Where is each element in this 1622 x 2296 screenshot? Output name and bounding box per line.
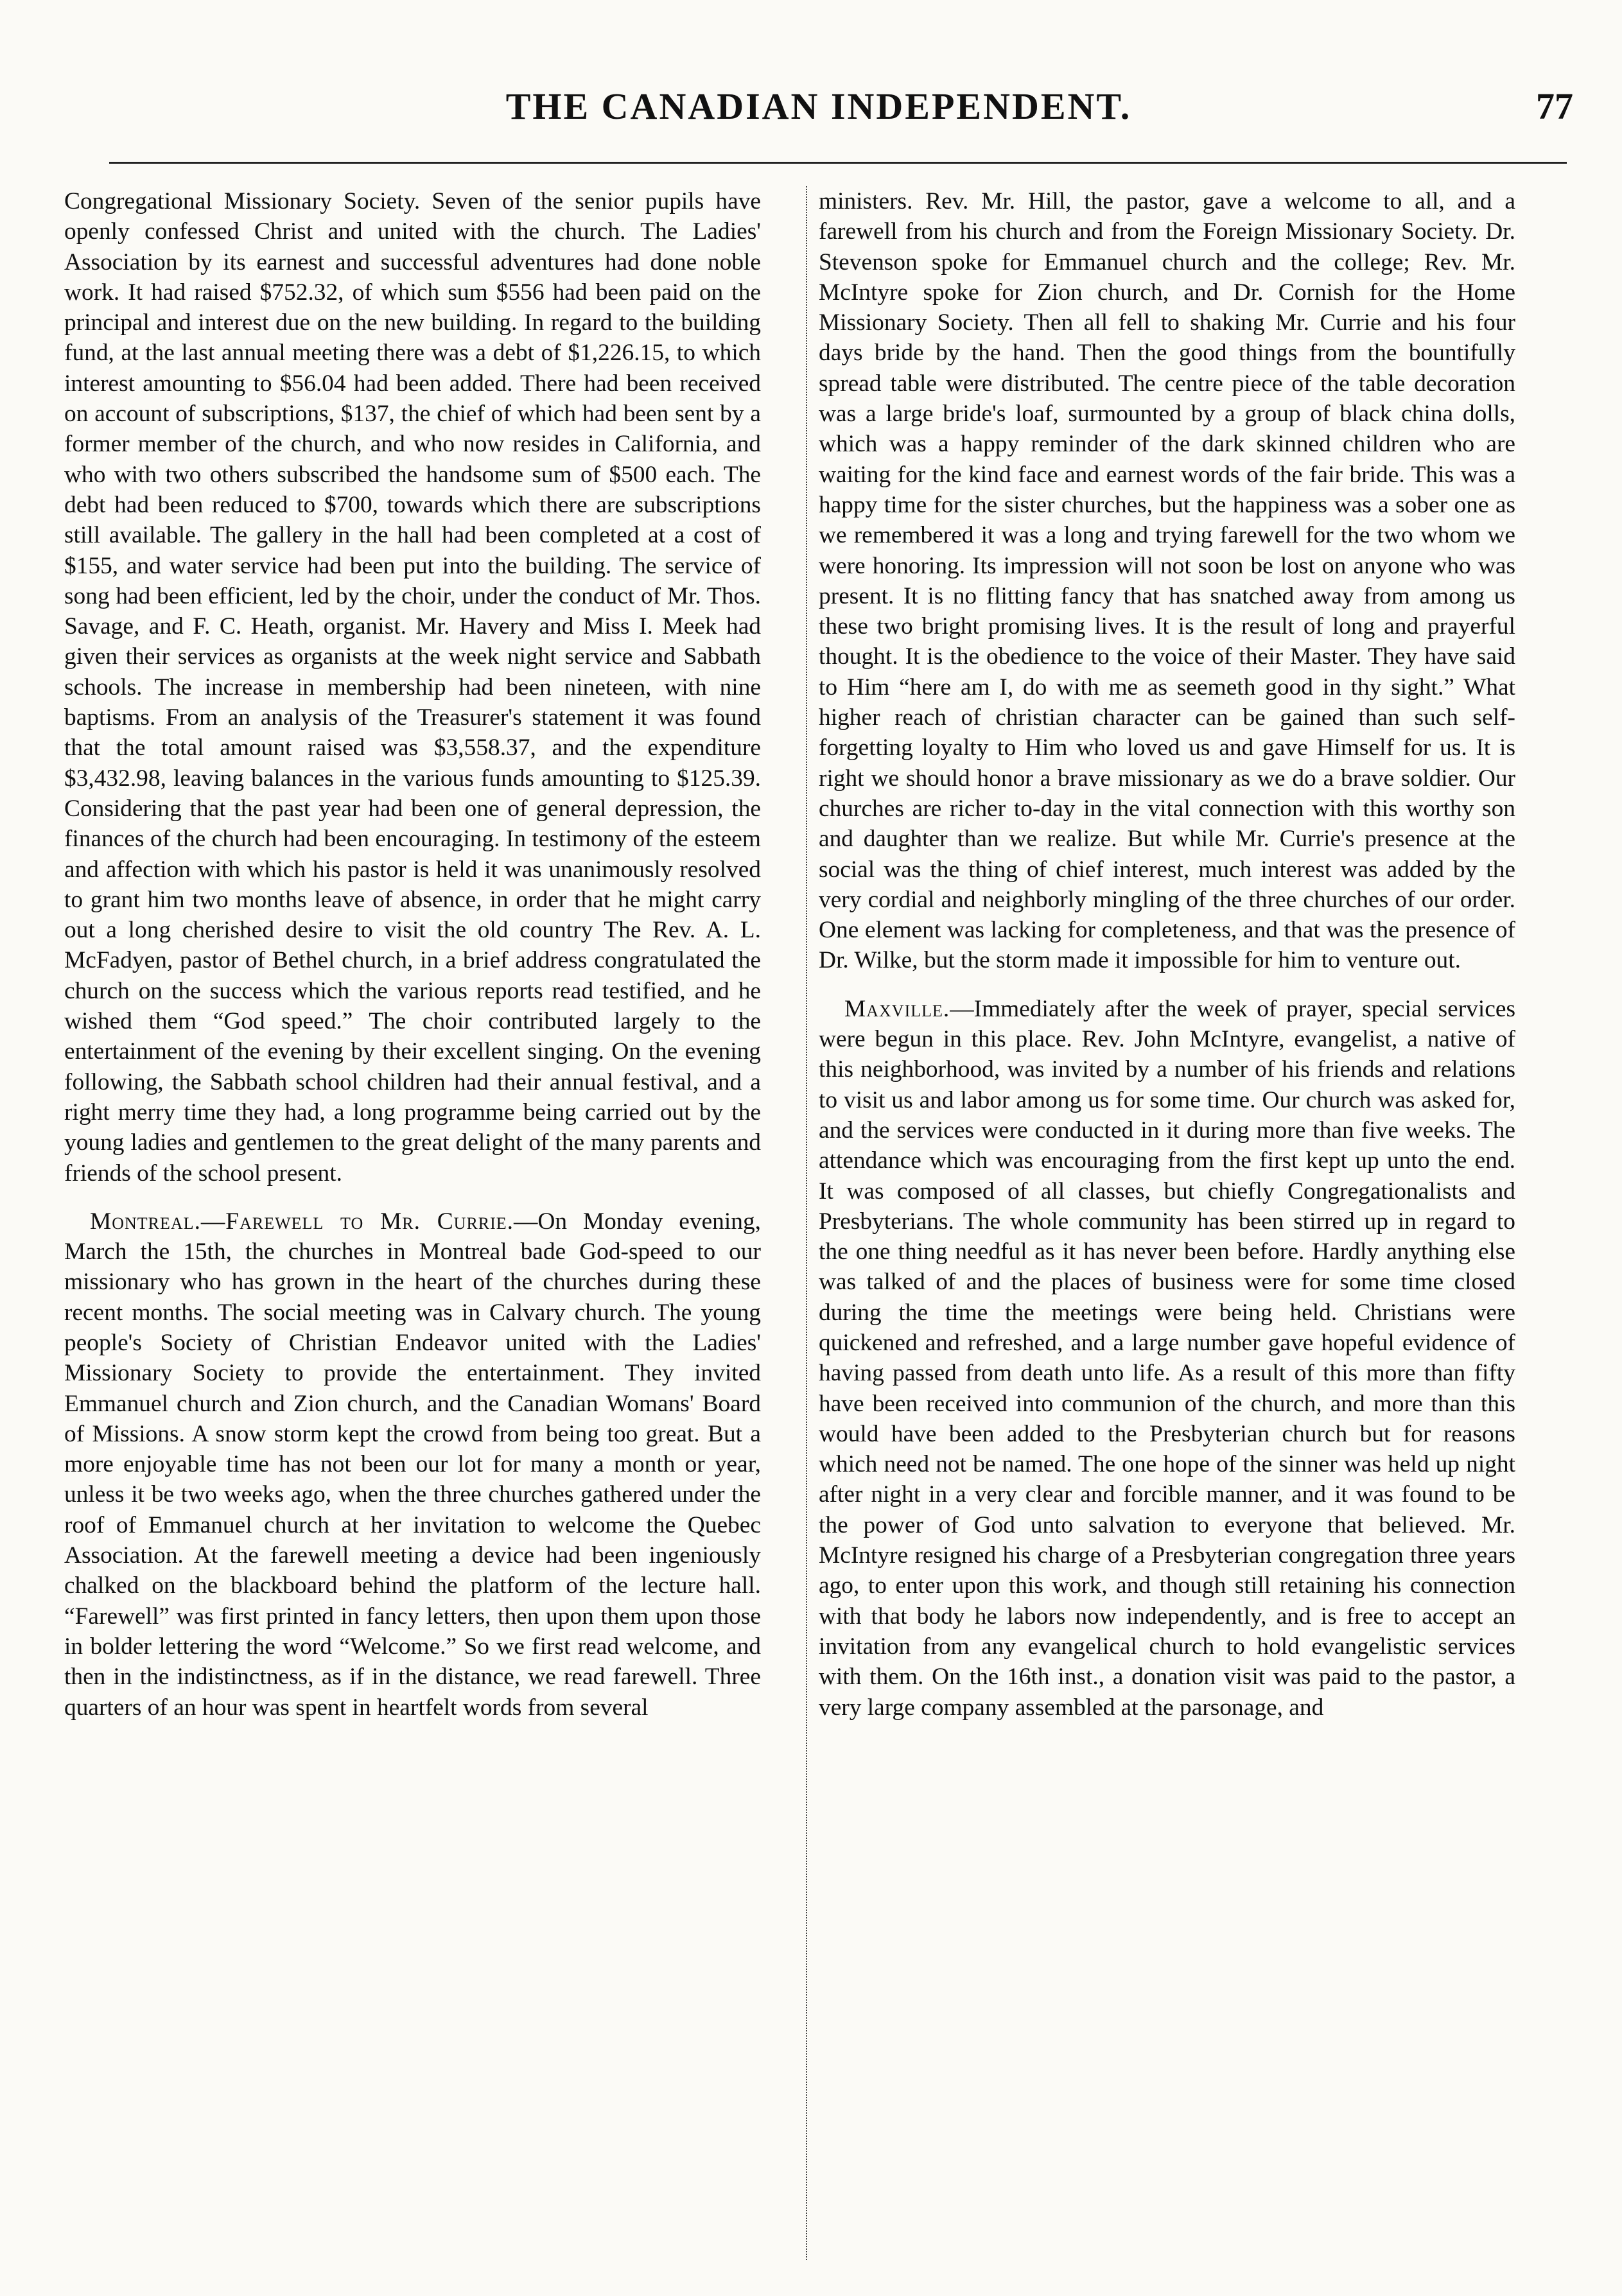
header-rule <box>109 162 1567 164</box>
paragraph-farewell-continued: ministers. Rev. Mr. Hill, the pastor, gave a welcome to all, and a farewell from his church and from the Foreign Missionary Society. Dr. Stevenson spoke for Emmanuel church and the college; Rev. Mr. McIntyre spoke for Zion church, and Dr. Cornish for the Home Missionary Society. Then all fell to shaking Mr. Currie and his four days bride by the hand. Then the good things from the bountifully spread table were distributed. The centre piece of the table decoration was a large bride's loaf, surmounted by a group of black china dolls, which was a happy reminder of the dark skinned children who are waiting for the kind face and earnest words of the fair bride. This was a happy time for the sister churches, but the happiness was a sober one as we remembered it was a long and trying farewell for the two whom we were honoring. Its impression will not soon be lost on anyone who was present. It is no flitting fancy that has snatched away from among us these two bright promising lives. It is the result of long and prayerful thought. It is the obedience to the voice of their Master. They have said to Him “here am I, do with me as seemeth good in thy sight.” What higher reach of christian character can be gained than such self-forgetting loyalty to Him who loved us and gave Himself for us. It is right we should honor a brave missionary as we do a brave soldier. Our churches are richer to-day in the vital connection with this worthy son and daughter than we realize. But while Mr. Currie's presence at the social was the thing of chief interest, much interest was added by the very cordial and neighborly mingling of the three churches of our order. One element was lacking for completeness, and that was the presence of Dr. Wilke, but the storm made it impossible for him to venture out. <box>819 188 1515 974</box>
page-number: 77 <box>1536 85 1573 127</box>
page-header <box>64 85 1573 143</box>
left-column <box>64 186 761 1723</box>
paragraph-maxville <box>819 994 1515 1723</box>
section-heading-maxville: Maxville. <box>844 995 950 1022</box>
paragraph-montreal <box>64 1206 761 1723</box>
right-column <box>819 186 1515 1723</box>
column-divider <box>806 186 807 2260</box>
section-heading-montreal: Montreal.—Farewell to Mr. Currie. <box>90 1208 514 1235</box>
running-title: THE CANADIAN INDEPENDENT. <box>505 85 1132 127</box>
paragraph-maxville-body: —Immediately after the week of prayer, special services were begun in this place. Rev. John McIntyre, evangelist, a native of this neighborhood, was invited by a number of his friends and relations to visit us and labor among us for some time. Our church was asked for, and the services were conducted in it during more than five weeks. The attendance which was encouraging from the first kept up unto the end. It was composed of all classes, but chiefly Congregationalists and Presbyterians. The whole community has been stirred up in regard to the one thing needful as it has never been before. Hardly anything else was talked of and the places of business were for some time closed during the time the meetings were being held. Christians were quickened and refreshed, and a large number gave hopeful evidence of having passed from death unto life. As a result of this more than fifty have been received into communion of the church, and more than this would have been added to the Presbyterian church but for reasons which need not be named. The one hope of the sinner was held up night after night in a very clear and forcible manner, and it was found to be the power of God unto salvation to everyone that believed. Mr. McIntyre resigned his charge of a Presbyterian congregation three years ago, to enter upon this work, and though still retaining his connection with that body he labors now independently, and is free to accept an invitation from any evangelical church to hold evangelistic services with them. On the 16th inst., a donation visit was paid to the pastor, a very large company assembled at the parsonage, and <box>819 995 1515 1721</box>
paragraph-missionary-report: Congregational Missionary Society. Seven of the senior pupils have openly confessed Christ and united with the church. The Ladies' Association by its earnest and successful adventures had done noble work. It had raised $752.32, of which sum $556 had been paid on the principal and interest due on the new building. In regard to the building fund, at the last annual meeting there was a debt of $1,226.15, to which interest amounting to $56.04 had been added. There had been received on account of subscriptions, $137, the chief of which had been sent by a former member of the church, and who now resides in California, and who with two others subscribed the handsome sum of $500 each. The debt had been reduced to $700, towards which there are subscriptions still available. The gallery in the hall had been completed at a cost of $155, and water service had been put into the building. The service of song had been efficient, led by the choir, under the conduct of Mr. Thos. Savage, and F. C. Heath, organist. Mr. Havery and Miss I. Meek had given their services as organists at the week night service and Sabbath schools. The increase in membership had been nineteen, with nine baptisms. From an analysis of the Treasurer's statement it was found that the total amount raised was $3,558.37, and the expenditure $3,432.98, leaving balances in the various funds amounting to $125.39. Considering that the past year had been one of general depression, the finances of the church had been encouraging. In testimony of the esteem and affection with which his pastor is held it was unanimously resolved to grant him two months leave of absence, in order that he might carry out a long cherished desire to visit the old country The Rev. A. L. McFadyen, pastor of Bethel church, in a brief address congratulated the church on the success which the various reports read testified, and he wished them “God speed.” The choir contributed largely to the entertainment of the evening by their excellent singing. On the evening following, the Sabbath school children had their annual festival, and a right merry time they had, a long programme being carried out by the young ladies and gentlemen to the great delight of the many parents and friends of the school present. <box>64 188 761 1187</box>
paragraph-montreal-body: —On Monday evening, March the 15th, the churches in Montreal bade God-speed to our missionary who has grown in the heart of the churches during these recent months. The social meeting was in Calvary church. The young people's Society of Christian Endeavor united with the Ladies' Missionary Society to provide the entertainment. They invited Emmanuel church and Zion church, and the Canadian Womans' Board of Missions. A snow storm kept the crowd from being too great. But a more enjoyable time has not been our lot for many a month or year, unless it be two weeks ago, when the three churches gathered under the roof of Emmanuel church at her invitation to welcome the Quebec Association. At the farewell meeting a device had been ingeniously chalked on the blackboard behind the platform of the lecture hall. “Farewell” was first printed in fancy letters, then upon them upon those in bolder lettering the word “Welcome.” So we first read welcome, and then in the indistinctness, as if in the distance, we read farewell. Three quarters of an hour was spent in heartfelt words from several <box>64 1208 761 1721</box>
